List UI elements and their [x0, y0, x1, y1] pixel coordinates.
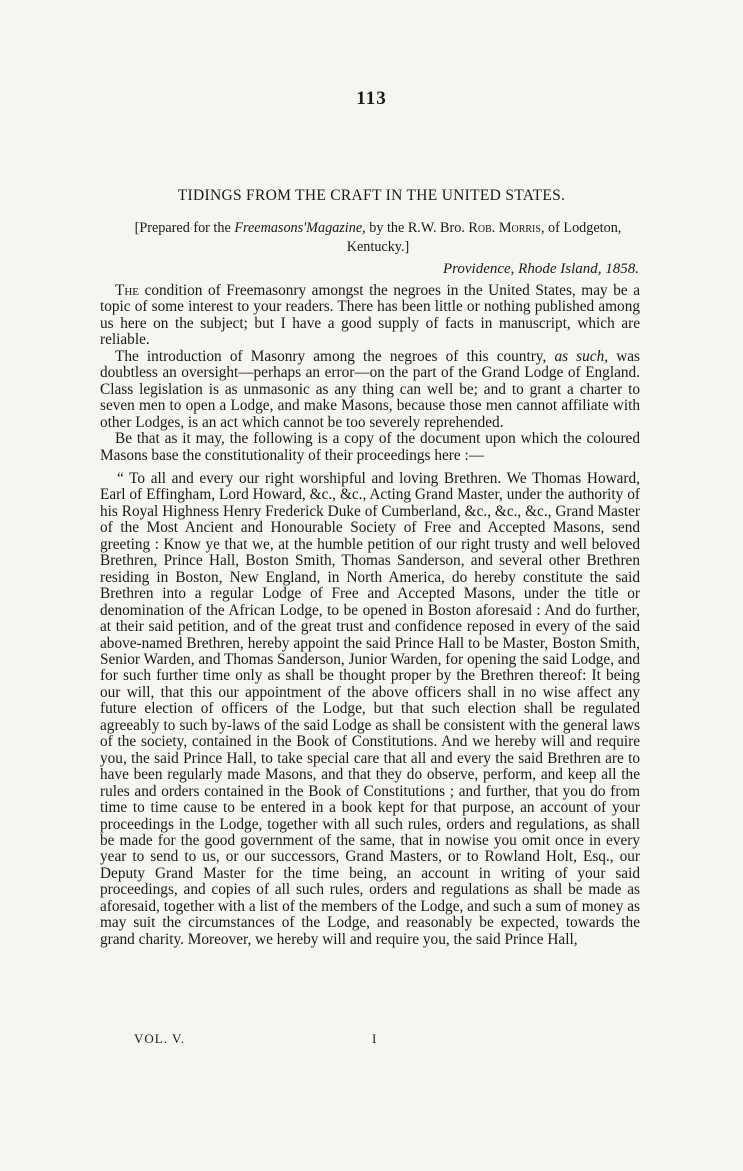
paragraph-lead-word: The — [115, 282, 140, 299]
article-body — [100, 283, 640, 948]
paragraph-2-text-b: was doubtless an oversight—perhaps an error—on the part of the Grand Lodge of England. Class legislation is as unmasonic as any thing can well be; and to grant a charter to seven men to open a Lodge, and make Masons, because those men cannot affiliate with other Lodges, is an act which cannot be too severely reprehended. — [100, 347, 641, 431]
attribution-by: by the R.W. Bro. — [369, 220, 465, 236]
dateline: Providence, Rhode Island, 1858. — [442, 261, 639, 277]
signature-mark: I — [372, 1031, 377, 1046]
paragraph-2-emphasis: as such, — [554, 347, 609, 365]
paragraph-1 — [100, 283, 640, 349]
page-number: 113 — [356, 88, 387, 109]
attribution-prefix: [Prepared for the — [134, 220, 231, 236]
paragraph-2-text-a: The introduction of Masonry among the negroes of this country, — [115, 347, 547, 365]
charter-quote: “ To all and every our right worshipful and loving Brethren. We Thomas Howard, Earl of Effingham, Lord Howard, &c., &c., Acting Grand Master, under the authority of his Royal Highness Henry Frederick Duke of Cumberland, &c., &c., &c., Grand Master of the Most Ancient and Honourable Society of Free and Accepted Masons, send greeting : Know ye that we, at the humble petition of our right trusty and well beloved Brethren, Prince Hall, Boston Smith, Thomas Sanderson, and several other Brethren residing in Boston, New England, in North America, do hereby constitute the said Brethren into a regular Lodge of Free and Accepted Masons, under the title or denomination of the African Lodge, to be opened in Boston aforesaid : And do further, at their said petition, and of the great trust and confidence reposed in every of the said above-named Brethren, hereby appoint the said Prince Hall to be Master, Boston Smith, Senior Warden, and Thomas Sanderson, Junior Warden, for opening the said Lodge, and for such further time only as shall be thought proper by the Brethren thereof: It being our will, that this our appointment of the above officers shall in no wise affect any future election of officers of the Lodge, but that such election shall be regulated agreeably to such by-laws of the said Lodge as shall be consistent with the general laws of the society, contained in the Book of Constitutions. And we hereby will and require you, the said Prince Hall, to take special care that all and every the said Brethren are to have been regularly made Masons, and that they do observe, perform, and keep all the rules and orders contained in the Book of Constitutions ; and further, that you do from time to time cause to be entered in a book kept for that purpose, an account of your proceedings in the Lodge, together with all such rules, orders and regulations, as shall be made for the good government of the same, that in nowise you omit once in every year to send to us, or our successors, Grand Masters, or to Rowland Holt, Esq., our Deputy Grand Master for the time being, an account in writing of your said proceedings, and copies of all such rules, orders and regulations as shall be made as aforesaid, together with a list of the members of the Lodge, and such a sum of money as may suit the circumstances of the Lodge, and reasonably be expected, towards the grand charity. Moreover, we hereby will and require you, the said Prince Hall, — [100, 469, 640, 948]
author-name: Rob. Morris, — [468, 220, 545, 236]
paragraph-3: Be that as it may, the following is a copy of the document upon which the coloured Masons base the constitutionality of their proceedings here :— — [100, 430, 640, 464]
attribution-location: of Lodgeton, Kentucky.] — [346, 220, 622, 255]
magazine-name: Freemasons'Magazine, — [234, 220, 366, 236]
paragraph-1-text: condition of Freemasonry amongst the negroes in the United States, may be a topic of some interest to your readers. There has been little or nothing published among us here on the subject; but I have a good supply of facts in manuscript, which are reliable. — [100, 282, 640, 349]
article-title: TIDINGS FROM THE CRAFT IN THE UNITED STATES. — [177, 187, 566, 204]
volume-label: VOL. V. — [134, 1031, 185, 1046]
attribution — [118, 219, 638, 257]
paragraph-2 — [100, 349, 640, 431]
